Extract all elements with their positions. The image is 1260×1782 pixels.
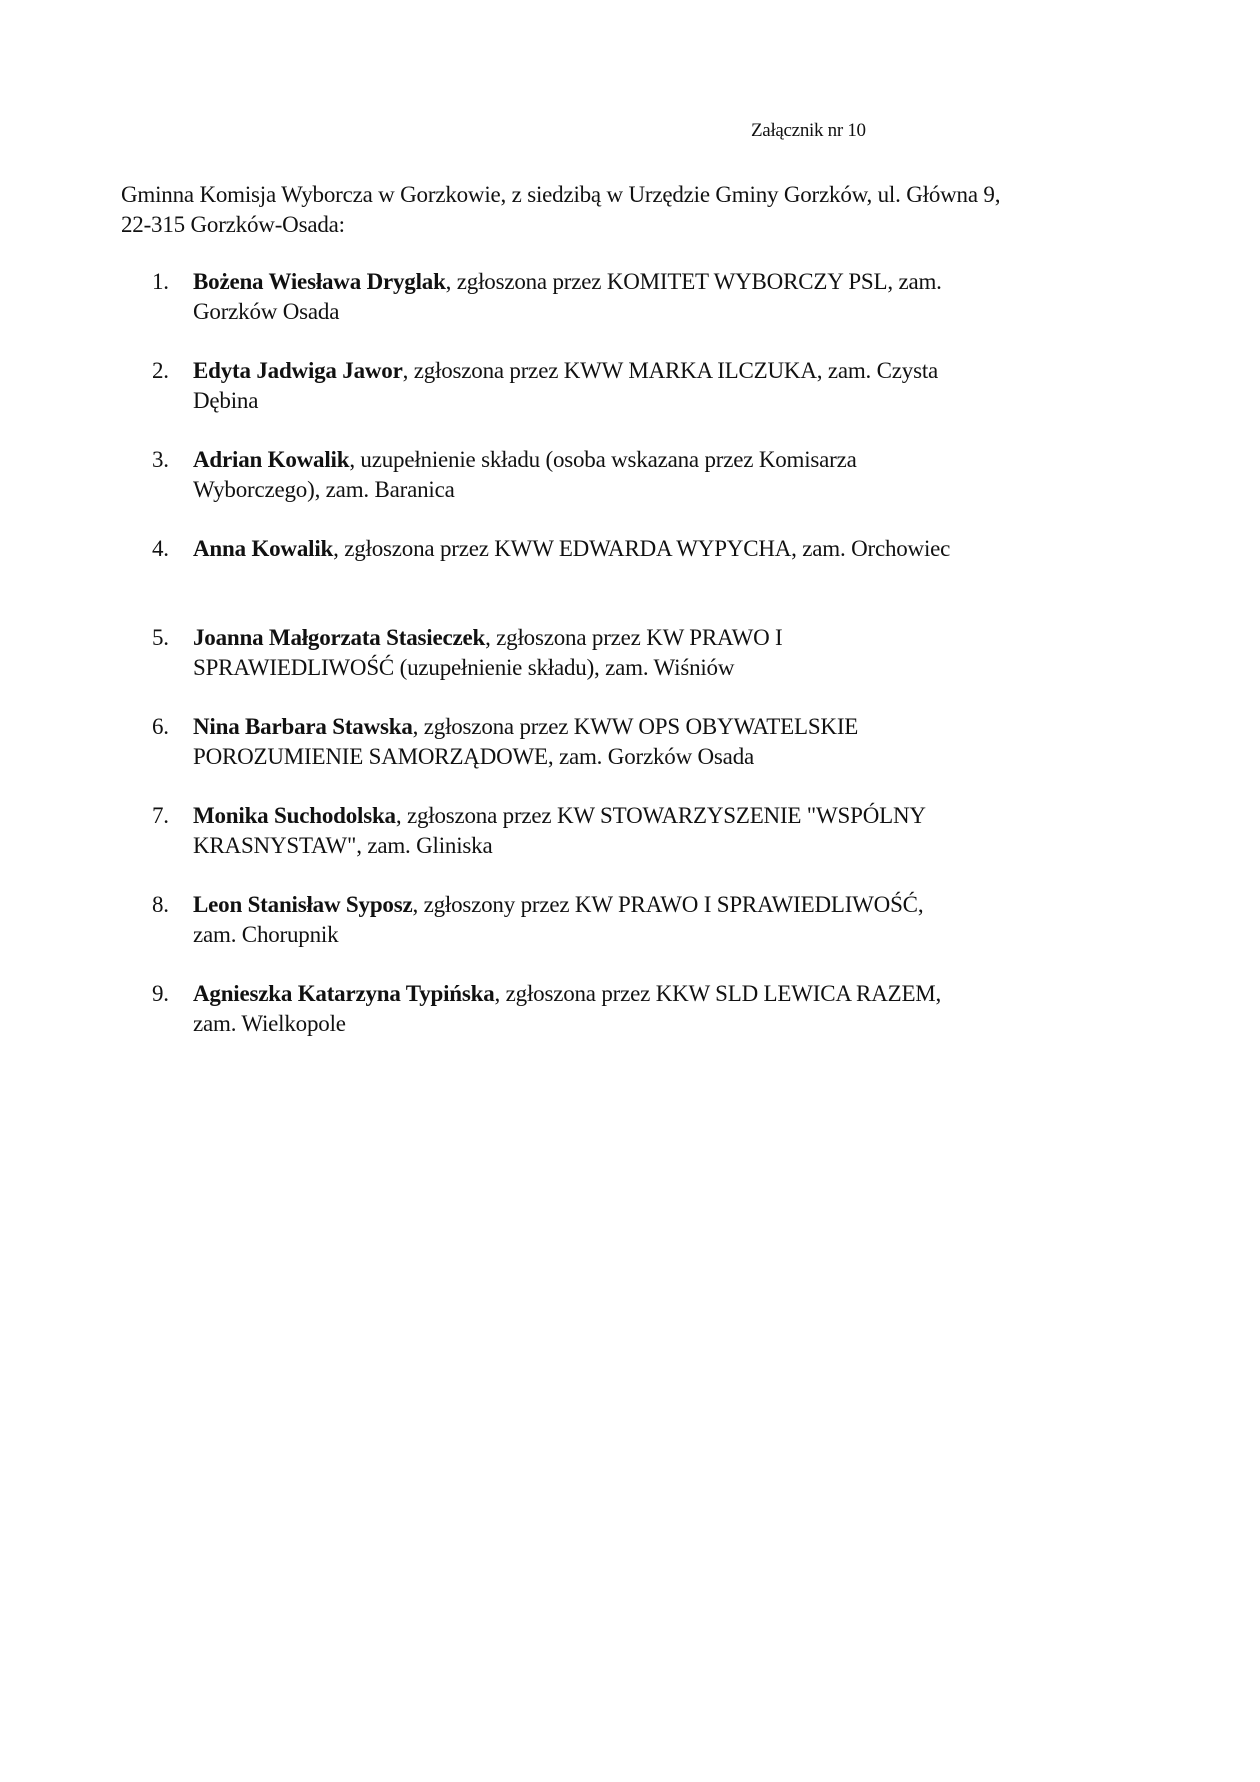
member-details: , zgłoszona przez KW PRAWO I [485,625,783,650]
list-item [0,623,1260,712]
member-details: , zgłoszona przez KKW SLD LEWICA RAZEM, [494,981,942,1006]
item-number: 1. [152,269,169,294]
item-number: 4. [152,536,169,561]
member-name: Joanna Małgorzata Stasieczek [193,625,486,650]
member-details-line2: Gorzków Osada [193,299,340,324]
list-item [0,979,1260,1068]
member-details: , uzupełnienie składu (osoba wskazana przez Komisarza [349,447,857,472]
member-name: Agnieszka Katarzyna Typińska [193,981,495,1006]
member-details: , zgłoszona przez KWW OPS OBYWATELSKIE [412,714,859,739]
member-details-line2: Wyborczego), zam. Baranica [193,477,455,502]
member-name: Bożena Wiesława Dryglak [193,269,446,294]
list-item [0,267,1260,356]
item-text [193,267,942,327]
item-text [193,712,858,772]
member-name: Monika Suchodolska [193,803,396,828]
member-details-line2: zam. Chorupnik [193,922,339,947]
item-text [193,445,857,505]
list-item [0,445,1260,534]
member-name: Leon Stanisław Syposz [193,892,413,917]
member-details-line2: SPRAWIEDLIWOŚĆ (uzupełnienie składu), zam. Wiśniów [193,655,735,680]
annex-label: Załącznik nr 10 [751,120,866,141]
list-item [0,890,1260,979]
item-text [193,890,923,950]
member-details: , zgłoszony przez KW PRAWO I SPRAWIEDLIWOŚĆ, [412,892,924,917]
member-details: , zgłoszona przez KW STOWARZYSZENIE "WSPÓLNY [395,803,926,828]
list-item [0,534,1260,623]
member-details: , zgłoszona przez KOMITET WYBORCZY PSL, zam. [445,269,942,294]
member-name: Anna Kowalik [193,536,334,561]
list-item [0,801,1260,890]
intro-line: Gminna Komisja Wyborcza w Gorzkowie, z siedzibą w Urzędzie Gminy Gorzków, ul. Główna 9, [121,182,1001,207]
member-name: Edyta Jadwiga Jawor [193,358,403,383]
member-name: Nina Barbara Stawska [193,714,413,739]
item-text [193,623,783,683]
item-number: 2. [152,358,169,383]
item-text [193,534,950,564]
item-number: 8. [152,892,169,917]
item-number: 9. [152,981,169,1006]
member-details: , zgłoszona przez KWW MARKA ILCZUKA, zam. Czysta [402,358,939,383]
commission-intro [121,180,1000,240]
intro-line: 22-315 Gorzków-Osada: [121,212,345,237]
list-item [0,712,1260,801]
item-number: 5. [152,625,169,650]
item-number: 3. [152,447,169,472]
member-details-line2: Dębina [193,388,259,413]
member-details: , zgłoszona przez KWW EDWARDA WYPYCHA, zam. Orchowiec [333,536,951,561]
list-item [0,356,1260,445]
member-details-line2: KRASNYSTAW", zam. Gliniska [193,833,493,858]
item-text [193,979,941,1039]
member-name: Adrian Kowalik [193,447,350,472]
item-number: 7. [152,803,169,828]
members-list [0,267,1260,1068]
item-number: 6. [152,714,169,739]
item-text [193,801,926,861]
member-details-line2: zam. Wielkopole [193,1011,346,1036]
item-text [193,356,938,416]
member-details-line2: POROZUMIENIE SAMORZĄDOWE, zam. Gorzków Osada [193,744,755,769]
